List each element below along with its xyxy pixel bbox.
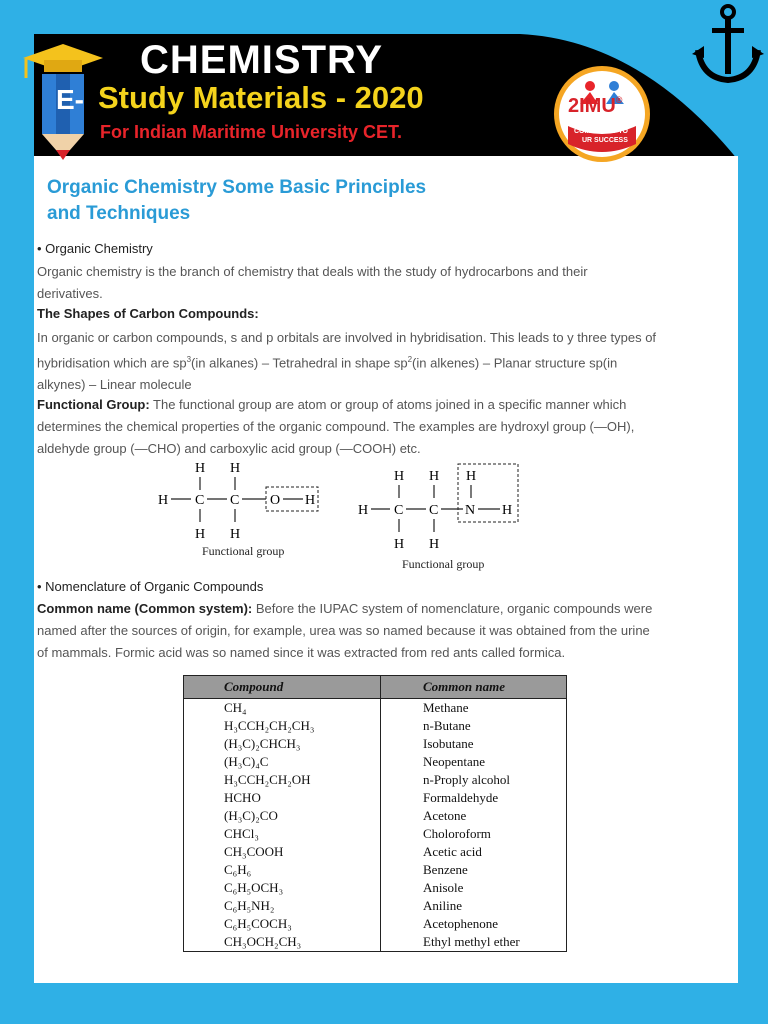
compound-formula: CH₃COOH [184,843,381,861]
compound-common-name: Anisole [381,879,567,897]
functional-group-label-2: Functional group [402,557,485,571]
compound-common-name: Choloroform [381,825,567,843]
compound-formula: (H₃C)₂CO [184,807,381,825]
page-title: Organic Chemistry Some Basic Principles and Techniques [47,177,427,224]
compound-formula: C₆H₅COCH₃ [184,915,381,933]
badge-brand: 2IMU® [568,95,623,117]
table-row [184,933,567,952]
compound-common-name: Neopentane [381,753,567,771]
atom-h: H [230,527,241,542]
table-header-compound: Compound [184,676,381,699]
atom-h: H [502,503,513,518]
shapes-text: In organic or carbon compounds, s and p orbitals are involved in hybridisation. This leads to y three types of hybridisation which are $sp^3(in$ alkanes) – Tetrahedral in shape $sp^2(in$ alkenes) – Planar structure sp(in alkynes) – Linear molecule [37,330,657,393]
compound-common-name: Acetic acid [381,843,567,861]
compound-formula: CH₄ [184,699,381,718]
compound-common-name: Formaldehyde [381,789,567,807]
table-row [184,915,567,933]
table-row [184,825,567,843]
subtitle-text: Study Materials - 2020 [98,80,424,115]
compound-formula: H₃CCH₂CH₂OH [184,771,381,789]
atom-c: C [394,503,404,518]
compound-formula: (H₃C)₂CHCH₃ [184,735,381,753]
common-names-table [183,675,567,952]
section-organic-chemistry: • Organic Chemistry [37,241,153,256]
organic-chemistry-text: Organic chemistry is the branch of chemistry that deals with the study of hydrocarbons and their derivatives. [37,264,588,301]
compound-common-name: Ethyl methyl ether [381,933,567,952]
table-row [184,717,567,735]
compound-formula: C₆H₆ [184,861,381,879]
atom-h: H [394,537,405,552]
atom-c: C [230,493,240,508]
table-row [184,843,567,861]
atom-c: C [429,503,439,518]
compound-formula: HCHO [184,789,381,807]
common-name-text: Common name (Common system): Before the IUPAC system of nomenclature, organic compounds were named after the sources of origin, for example, urea was so named because it was obtained from the urine of mammals. Formic acid was so named since it was extracted from red ants called formica. [37,601,653,660]
ethanol-structure-diagram [150,458,330,558]
amine-structure-diagram [356,462,536,558]
table-header-row [184,676,567,699]
atom-h: H [429,537,440,552]
atom-h: H [230,461,241,476]
badge-line1: COMMITTED TO [574,128,628,135]
functional-group-label-1: Functional group [202,544,285,558]
frame-bottom [0,983,768,1024]
atom-o: O [270,493,281,508]
anchor-icon [692,2,764,86]
table-header-common-name: Common name [381,676,567,699]
compound-common-name: Aniline [381,897,567,915]
table-row [184,879,567,897]
shapes-heading: The Shapes of Carbon Compounds: [37,306,259,321]
compound-common-name: Methane [381,699,567,718]
table-row [184,897,567,915]
section-nomenclature: • Nomenclature of Organic Compounds [37,579,264,594]
compound-formula: C₆H₅OCH₃ [184,879,381,897]
compound-common-name: Isobutane [381,735,567,753]
compound-common-name: Benzene [381,861,567,879]
compound-common-name: n-Butane [381,717,567,735]
table-row [184,789,567,807]
subtitle-prefix: E- [56,84,84,115]
compound-formula: CH₃OCH₂CH₃ [184,933,381,952]
atom-c: C [195,493,205,508]
table-row [184,753,567,771]
badge-line2: UR SUCCESS [582,137,628,144]
compound-common-name: Acetophenone [381,915,567,933]
atom-n: N [465,503,476,518]
compound-formula: C₆H₅NH₂ [184,897,381,915]
header-subtitle [56,80,424,116]
compound-common-name: n-Proply alcohol [381,771,567,789]
compound-formula: (H₃C)₄C [184,753,381,771]
table-row [184,699,567,718]
header-tagline: For Indian Maritime University CET. [100,122,403,142]
atom-h: H [195,461,206,476]
atom-h: H [394,469,405,484]
functional-group-text: Functional Group: The functional group are atom or group of atoms joined in a specific manner which determines the chemical properties of the organic compound. The examples are hydroxyl group (—OH), aldehyde group (—CHO) and carboxylic acid group (—COOH) etc. [37,397,635,456]
atom-h: H [158,493,169,508]
table-row [184,861,567,879]
table-row [184,807,567,825]
table-row [184,771,567,789]
atom-h: H [195,527,206,542]
atom-h: H [358,503,369,518]
atom-h: H [429,469,440,484]
atom-h: H [305,493,316,508]
header-title: CHEMISTRY [140,38,384,82]
compound-formula: CHCl₃ [184,825,381,843]
compound-common-name: Acetone [381,807,567,825]
atom-h: H [466,469,477,484]
compound-formula: H₃CCH₂CH₂CH₃ [184,717,381,735]
table-row [184,735,567,753]
